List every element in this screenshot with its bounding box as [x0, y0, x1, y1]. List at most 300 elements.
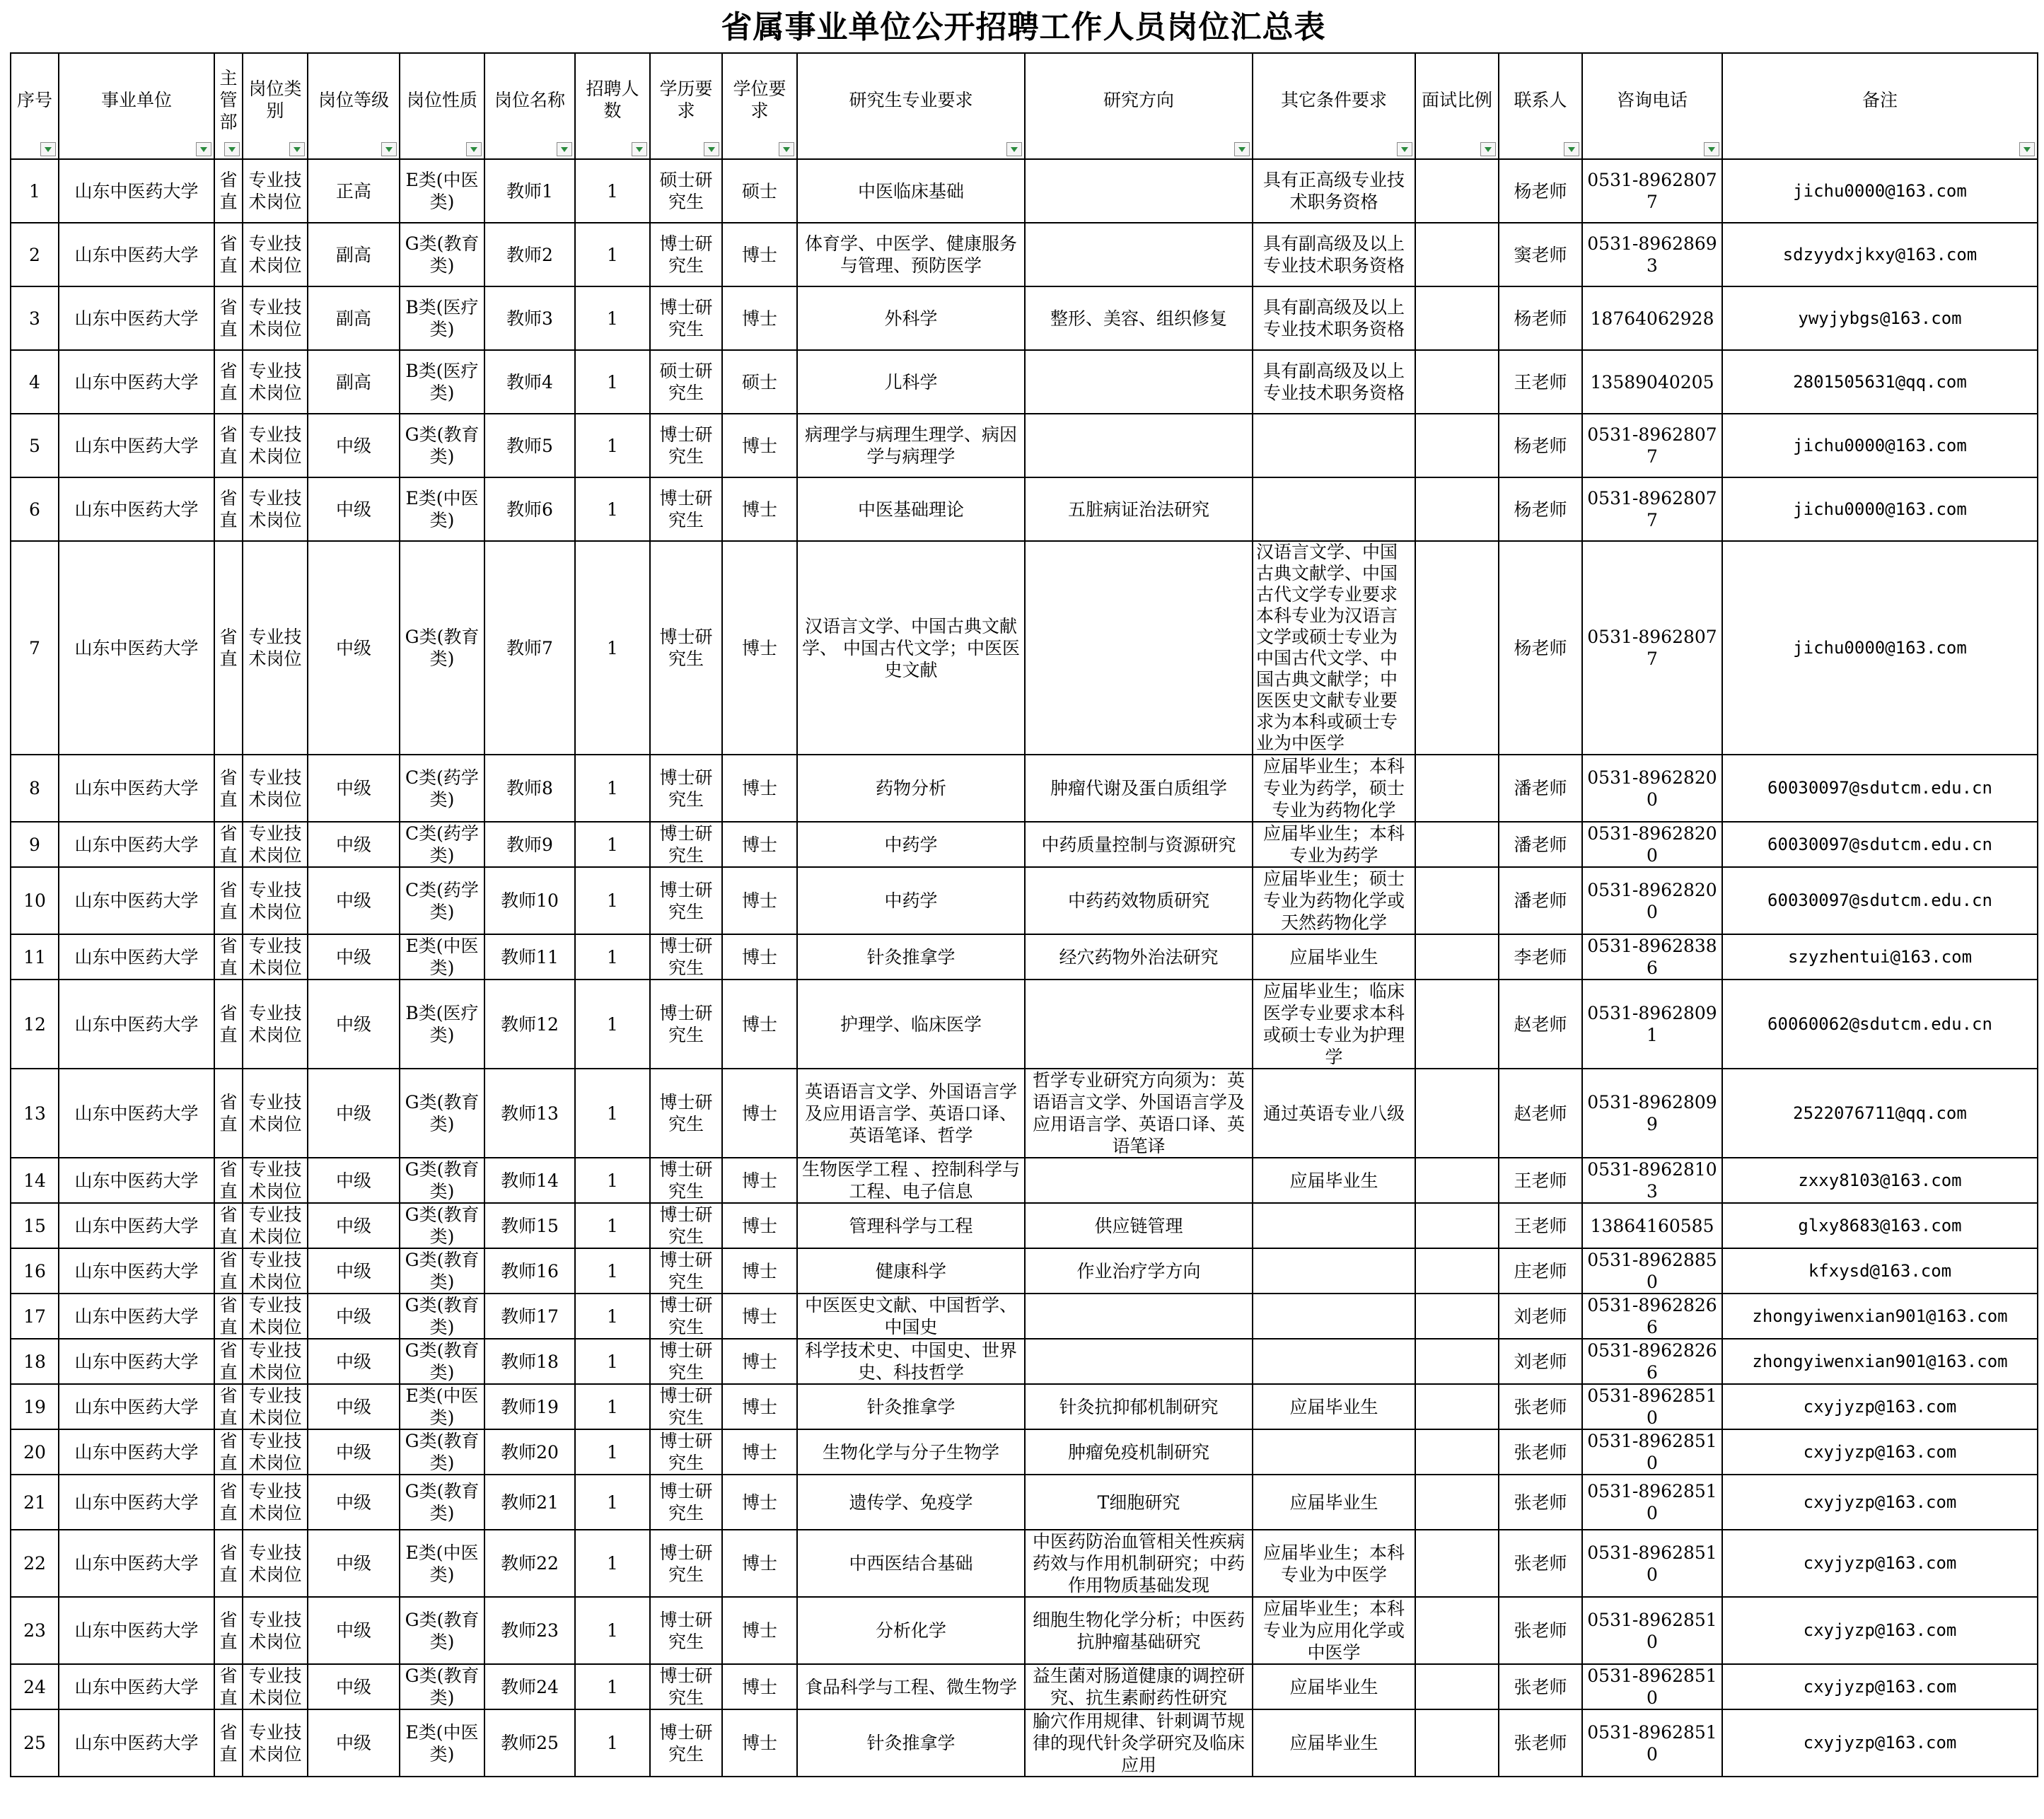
col-nature-cell[interactable]: E类(中医类): [400, 159, 484, 223]
col-dept-cell[interactable]: 省直: [214, 1664, 243, 1709]
col-category-cell[interactable]: 专业技术岗位: [243, 1709, 308, 1777]
col-category-cell[interactable]: 专业技术岗位: [243, 1384, 308, 1429]
col-other-cell[interactable]: 通过英语专业八级: [1253, 1069, 1415, 1158]
col-nature-cell[interactable]: G类(教育类): [400, 1069, 484, 1158]
col-ratio-cell[interactable]: [1415, 1248, 1499, 1294]
col-dept-cell[interactable]: 省直: [214, 223, 243, 286]
col-direction-cell[interactable]: 针灸抗抑郁机制研究: [1025, 1384, 1253, 1429]
col-no-cell[interactable]: 15: [11, 1203, 59, 1248]
col-note-cell[interactable]: cxyjyzp@163.com: [1722, 1709, 2038, 1777]
col-degree-cell[interactable]: 博士: [722, 822, 797, 867]
col-phone-cell[interactable]: 0531-89628200: [1582, 755, 1722, 822]
col-dept-cell[interactable]: 省直: [214, 1530, 243, 1597]
col-education-cell[interactable]: 博士研究生: [650, 822, 722, 867]
col-phone-cell[interactable]: 0531-89628266: [1582, 1339, 1722, 1384]
col-category-cell[interactable]: 专业技术岗位: [243, 541, 308, 755]
col-no-cell[interactable]: 19: [11, 1384, 59, 1429]
col-degree-cell[interactable]: 博士: [722, 1475, 797, 1530]
col-category-cell[interactable]: 专业技术岗位: [243, 223, 308, 286]
col-unit-cell[interactable]: 山东中医药大学: [59, 159, 214, 223]
col-degree-cell[interactable]: 博士: [722, 1530, 797, 1597]
col-dept-cell[interactable]: 省直: [214, 1475, 243, 1530]
col-unit-cell[interactable]: 山东中医药大学: [59, 223, 214, 286]
col-contact-cell[interactable]: 王老师: [1499, 1203, 1582, 1248]
col-direction-cell[interactable]: 腧穴作用规律、针刺调节规律的现代针灸学研究及临床应用: [1025, 1709, 1253, 1777]
col-other-cell[interactable]: [1253, 1339, 1415, 1384]
col-count-cell[interactable]: 1: [575, 755, 650, 822]
col-ratio-cell[interactable]: [1415, 934, 1499, 980]
col-level-cell[interactable]: 中级: [308, 934, 400, 980]
col-note-cell[interactable]: cxyjyzp@163.com: [1722, 1429, 2038, 1475]
col-phone-cell[interactable]: 0531-89628510: [1582, 1530, 1722, 1597]
col-degree-cell[interactable]: 博士: [722, 1664, 797, 1709]
col-other-cell[interactable]: [1253, 1294, 1415, 1339]
col-unit-cell[interactable]: 山东中医药大学: [59, 755, 214, 822]
col-category-cell[interactable]: 专业技术岗位: [243, 755, 308, 822]
col-nature-cell[interactable]: E类(中医类): [400, 934, 484, 980]
filter-dropdown-icon[interactable]: [704, 142, 719, 156]
col-degree-cell[interactable]: 博士: [722, 414, 797, 477]
col-no-cell[interactable]: 11: [11, 934, 59, 980]
col-direction-cell[interactable]: 细胞生物化学分析；中医药抗肿瘤基础研究: [1025, 1597, 1253, 1664]
col-education-cell[interactable]: 博士研究生: [650, 286, 722, 350]
col-phone-cell[interactable]: 18764062928: [1582, 286, 1722, 350]
col-nature-cell[interactable]: G类(教育类): [400, 1597, 484, 1664]
col-category-cell[interactable]: 专业技术岗位: [243, 1475, 308, 1530]
col-unit-cell[interactable]: 山东中医药大学: [59, 1709, 214, 1777]
col-major-cell[interactable]: 健康科学: [797, 1248, 1025, 1294]
col-unit-cell[interactable]: 山东中医药大学: [59, 1294, 214, 1339]
col-degree-cell[interactable]: 博士: [722, 1069, 797, 1158]
col-ratio-cell[interactable]: [1415, 1475, 1499, 1530]
col-direction-cell[interactable]: 中药质量控制与资源研究: [1025, 822, 1253, 867]
col-level-cell[interactable]: 副高: [308, 286, 400, 350]
col-education-cell[interactable]: 博士研究生: [650, 867, 722, 934]
col-education-cell[interactable]: 硕士研究生: [650, 159, 722, 223]
col-contact-cell[interactable]: 张老师: [1499, 1429, 1582, 1475]
col-unit-cell[interactable]: 山东中医药大学: [59, 934, 214, 980]
col-ratio-cell[interactable]: [1415, 1069, 1499, 1158]
col-note-cell[interactable]: jichu0000@163.com: [1722, 477, 2038, 541]
col-contact-cell[interactable]: 刘老师: [1499, 1339, 1582, 1384]
col-dept-cell[interactable]: 省直: [214, 414, 243, 477]
col-count-cell[interactable]: 1: [575, 1339, 650, 1384]
col-note-cell[interactable]: 60060062@sdutcm.edu.cn: [1722, 980, 2038, 1069]
col-nature-cell[interactable]: C类(药学类): [400, 867, 484, 934]
col-direction-cell[interactable]: 中医药防治血管相关性疾病药效与作用机制研究；中药作用物质基础发现: [1025, 1530, 1253, 1597]
col-contact-cell[interactable]: 杨老师: [1499, 541, 1582, 755]
col-major-cell[interactable]: 针灸推拿学: [797, 1709, 1025, 1777]
col-level-cell[interactable]: 中级: [308, 1384, 400, 1429]
filter-dropdown-icon[interactable]: [1704, 142, 1719, 156]
filter-dropdown-icon[interactable]: [1397, 142, 1412, 156]
col-count-cell[interactable]: 1: [575, 1294, 650, 1339]
col-unit-cell[interactable]: 山东中医药大学: [59, 1248, 214, 1294]
col-dept-cell[interactable]: 省直: [214, 867, 243, 934]
col-category-cell[interactable]: 专业技术岗位: [243, 867, 308, 934]
col-phone-cell[interactable]: 0531-89628077: [1582, 541, 1722, 755]
col-no-cell[interactable]: 20: [11, 1429, 59, 1475]
col-education-cell[interactable]: 博士研究生: [650, 1248, 722, 1294]
col-other-cell[interactable]: [1253, 1203, 1415, 1248]
col-major-cell[interactable]: 管理科学与工程: [797, 1203, 1025, 1248]
col-phone-cell[interactable]: 0531-89628510: [1582, 1429, 1722, 1475]
col-degree-cell[interactable]: 博士: [722, 1158, 797, 1203]
col-nature-cell[interactable]: B类(医疗类): [400, 980, 484, 1069]
filter-dropdown-icon[interactable]: [381, 142, 397, 156]
col-level-cell[interactable]: 中级: [308, 1597, 400, 1664]
col-post-cell[interactable]: 教师19: [484, 1384, 575, 1429]
col-direction-cell[interactable]: 益生菌对肠道健康的调控研究、抗生素耐药性研究: [1025, 1664, 1253, 1709]
col-degree-cell[interactable]: 博士: [722, 1429, 797, 1475]
col-post-cell[interactable]: 教师3: [484, 286, 575, 350]
col-degree-cell[interactable]: 博士: [722, 541, 797, 755]
col-dept-cell[interactable]: 省直: [214, 286, 243, 350]
col-note-cell[interactable]: jichu0000@163.com: [1722, 414, 2038, 477]
col-count-cell[interactable]: 1: [575, 1475, 650, 1530]
col-post-cell[interactable]: 教师8: [484, 755, 575, 822]
col-post-cell[interactable]: 教师4: [484, 350, 575, 414]
col-major-cell[interactable]: 科学技术史、中国史、世界史、科技哲学: [797, 1339, 1025, 1384]
col-category-cell[interactable]: 专业技术岗位: [243, 822, 308, 867]
col-direction-cell[interactable]: [1025, 1339, 1253, 1384]
col-post-cell[interactable]: 教师15: [484, 1203, 575, 1248]
col-dept-cell[interactable]: 省直: [214, 159, 243, 223]
col-ratio-cell[interactable]: [1415, 822, 1499, 867]
col-level-cell[interactable]: 中级: [308, 1475, 400, 1530]
col-category-cell[interactable]: 专业技术岗位: [243, 350, 308, 414]
col-no-cell[interactable]: 22: [11, 1530, 59, 1597]
col-note-cell[interactable]: sdzyydxjkxy@163.com: [1722, 223, 2038, 286]
col-phone-cell[interactable]: 0531-89628103: [1582, 1158, 1722, 1203]
col-category-cell[interactable]: 专业技术岗位: [243, 1158, 308, 1203]
col-category-cell[interactable]: 专业技术岗位: [243, 1530, 308, 1597]
col-dept-cell[interactable]: 省直: [214, 755, 243, 822]
col-ratio-cell[interactable]: [1415, 159, 1499, 223]
col-category-cell[interactable]: 专业技术岗位: [243, 934, 308, 980]
col-category-cell[interactable]: 专业技术岗位: [243, 1203, 308, 1248]
col-post-cell[interactable]: 教师6: [484, 477, 575, 541]
col-contact-cell[interactable]: 张老师: [1499, 1530, 1582, 1597]
col-other-cell[interactable]: 具有副高级及以上专业技术职务资格: [1253, 223, 1415, 286]
col-degree-cell[interactable]: 博士: [722, 1203, 797, 1248]
col-count-cell[interactable]: 1: [575, 867, 650, 934]
col-level-cell[interactable]: 中级: [308, 1158, 400, 1203]
col-no-cell[interactable]: 17: [11, 1294, 59, 1339]
col-count-cell[interactable]: 1: [575, 1429, 650, 1475]
col-category-cell[interactable]: 专业技术岗位: [243, 1339, 308, 1384]
col-major-cell[interactable]: 针灸推拿学: [797, 1384, 1025, 1429]
col-category-cell[interactable]: 专业技术岗位: [243, 477, 308, 541]
col-note-cell[interactable]: jichu0000@163.com: [1722, 159, 2038, 223]
col-phone-cell[interactable]: 0531-89628510: [1582, 1709, 1722, 1777]
col-count-cell[interactable]: 1: [575, 1597, 650, 1664]
col-note-cell[interactable]: glxy8683@163.com: [1722, 1203, 2038, 1248]
col-major-cell[interactable]: 病理学与病理生理学、病因学与病理学: [797, 414, 1025, 477]
filter-dropdown-icon[interactable]: [1234, 142, 1250, 156]
col-category-cell[interactable]: 专业技术岗位: [243, 414, 308, 477]
col-note-cell[interactable]: 2522076711@qq.com: [1722, 1069, 2038, 1158]
col-count-cell[interactable]: 1: [575, 822, 650, 867]
col-ratio-cell[interactable]: [1415, 1429, 1499, 1475]
col-no-cell[interactable]: 6: [11, 477, 59, 541]
col-ratio-cell[interactable]: [1415, 1384, 1499, 1429]
col-contact-cell[interactable]: 杨老师: [1499, 159, 1582, 223]
col-count-cell[interactable]: 1: [575, 1384, 650, 1429]
col-direction-cell[interactable]: 经穴药物外治法研究: [1025, 934, 1253, 980]
col-phone-cell[interactable]: 0531-89628693: [1582, 223, 1722, 286]
col-contact-cell[interactable]: 赵老师: [1499, 980, 1582, 1069]
col-count-cell[interactable]: 1: [575, 1664, 650, 1709]
col-note-cell[interactable]: cxyjyzp@163.com: [1722, 1384, 2038, 1429]
col-note-cell[interactable]: cxyjyzp@163.com: [1722, 1597, 2038, 1664]
col-dept-cell[interactable]: 省直: [214, 1203, 243, 1248]
col-dept-cell[interactable]: 省直: [214, 1597, 243, 1664]
col-note-cell[interactable]: kfxysd@163.com: [1722, 1248, 2038, 1294]
col-education-cell[interactable]: 博士研究生: [650, 1203, 722, 1248]
col-degree-cell[interactable]: 博士: [722, 1384, 797, 1429]
col-other-cell[interactable]: 应届毕业生: [1253, 1475, 1415, 1530]
col-unit-cell[interactable]: 山东中医药大学: [59, 286, 214, 350]
col-post-cell[interactable]: 教师24: [484, 1664, 575, 1709]
col-dept-cell[interactable]: 省直: [214, 1709, 243, 1777]
col-degree-cell[interactable]: 博士: [722, 477, 797, 541]
col-degree-cell[interactable]: 博士: [722, 867, 797, 934]
col-level-cell[interactable]: 中级: [308, 1664, 400, 1709]
col-contact-cell[interactable]: 李老师: [1499, 934, 1582, 980]
filter-dropdown-icon[interactable]: [1006, 142, 1022, 156]
col-post-cell[interactable]: 教师12: [484, 980, 575, 1069]
col-level-cell[interactable]: 中级: [308, 755, 400, 822]
col-no-cell[interactable]: 12: [11, 980, 59, 1069]
col-major-cell[interactable]: 中西医结合基础: [797, 1530, 1025, 1597]
col-education-cell[interactable]: 博士研究生: [650, 1339, 722, 1384]
col-dept-cell[interactable]: 省直: [214, 1384, 243, 1429]
filter-dropdown-icon[interactable]: [1564, 142, 1579, 156]
col-nature-cell[interactable]: E类(中医类): [400, 1530, 484, 1597]
col-phone-cell[interactable]: 0531-89628077: [1582, 477, 1722, 541]
col-degree-cell[interactable]: 博士: [722, 1248, 797, 1294]
col-education-cell[interactable]: 博士研究生: [650, 477, 722, 541]
col-nature-cell[interactable]: B类(医疗类): [400, 286, 484, 350]
col-major-cell[interactable]: 护理学、临床医学: [797, 980, 1025, 1069]
col-unit-cell[interactable]: 山东中医药大学: [59, 1384, 214, 1429]
col-degree-cell[interactable]: 博士: [722, 1597, 797, 1664]
col-unit-cell[interactable]: 山东中医药大学: [59, 1339, 214, 1384]
col-post-cell[interactable]: 教师25: [484, 1709, 575, 1777]
col-category-cell[interactable]: 专业技术岗位: [243, 1597, 308, 1664]
col-unit-cell[interactable]: 山东中医药大学: [59, 867, 214, 934]
col-ratio-cell[interactable]: [1415, 541, 1499, 755]
col-unit-cell[interactable]: 山东中医药大学: [59, 1069, 214, 1158]
col-ratio-cell[interactable]: [1415, 477, 1499, 541]
col-direction-cell[interactable]: 哲学专业研究方向须为：英语语言文学、外国语言学及应用语言学、英语口译、英语笔译: [1025, 1069, 1253, 1158]
col-unit-cell[interactable]: 山东中医药大学: [59, 477, 214, 541]
col-note-cell[interactable]: cxyjyzp@163.com: [1722, 1530, 2038, 1597]
col-contact-cell[interactable]: 庄老师: [1499, 1248, 1582, 1294]
col-note-cell[interactable]: zxxy8103@163.com: [1722, 1158, 2038, 1203]
col-education-cell[interactable]: 博士研究生: [650, 1069, 722, 1158]
col-level-cell[interactable]: 副高: [308, 223, 400, 286]
col-degree-cell[interactable]: 博士: [722, 286, 797, 350]
col-note-cell[interactable]: cxyjyzp@163.com: [1722, 1664, 2038, 1709]
col-ratio-cell[interactable]: [1415, 867, 1499, 934]
col-no-cell[interactable]: 25: [11, 1709, 59, 1777]
col-phone-cell[interactable]: 0531-89628091: [1582, 980, 1722, 1069]
col-unit-cell[interactable]: 山东中医药大学: [59, 822, 214, 867]
col-post-cell[interactable]: 教师9: [484, 822, 575, 867]
col-phone-cell[interactable]: 0531-89628510: [1582, 1664, 1722, 1709]
col-no-cell[interactable]: 8: [11, 755, 59, 822]
col-nature-cell[interactable]: G类(教育类): [400, 223, 484, 286]
col-post-cell[interactable]: 教师10: [484, 867, 575, 934]
col-count-cell[interactable]: 1: [575, 980, 650, 1069]
col-nature-cell[interactable]: G类(教育类): [400, 541, 484, 755]
col-direction-cell[interactable]: [1025, 980, 1253, 1069]
col-level-cell[interactable]: 中级: [308, 1294, 400, 1339]
col-direction-cell[interactable]: [1025, 541, 1253, 755]
col-contact-cell[interactable]: 张老师: [1499, 1384, 1582, 1429]
col-post-cell[interactable]: 教师16: [484, 1248, 575, 1294]
col-post-cell[interactable]: 教师20: [484, 1429, 575, 1475]
col-note-cell[interactable]: 2801505631@qq.com: [1722, 350, 2038, 414]
col-contact-cell[interactable]: 窦老师: [1499, 223, 1582, 286]
col-no-cell[interactable]: 21: [11, 1475, 59, 1530]
col-direction-cell[interactable]: 肿瘤代谢及蛋白质组学: [1025, 755, 1253, 822]
col-count-cell[interactable]: 1: [575, 1158, 650, 1203]
filter-dropdown-icon[interactable]: [196, 142, 211, 156]
col-count-cell[interactable]: 1: [575, 159, 650, 223]
col-phone-cell[interactable]: 0531-89628850: [1582, 1248, 1722, 1294]
col-dept-cell[interactable]: 省直: [214, 1429, 243, 1475]
col-education-cell[interactable]: 博士研究生: [650, 755, 722, 822]
col-unit-cell[interactable]: 山东中医药大学: [59, 350, 214, 414]
col-level-cell[interactable]: 正高: [308, 159, 400, 223]
col-count-cell[interactable]: 1: [575, 223, 650, 286]
col-major-cell[interactable]: 汉语言文学、中国古典文献学、 中国古代文学；中医医史文献: [797, 541, 1025, 755]
col-level-cell[interactable]: 中级: [308, 1429, 400, 1475]
col-other-cell[interactable]: 应届毕业生；本科专业为药学: [1253, 822, 1415, 867]
col-major-cell[interactable]: 食品科学与工程、微生物学: [797, 1664, 1025, 1709]
col-dept-cell[interactable]: 省直: [214, 1248, 243, 1294]
col-education-cell[interactable]: 博士研究生: [650, 934, 722, 980]
col-level-cell[interactable]: 中级: [308, 1203, 400, 1248]
col-contact-cell[interactable]: 张老师: [1499, 1475, 1582, 1530]
col-ratio-cell[interactable]: [1415, 1158, 1499, 1203]
col-degree-cell[interactable]: 博士: [722, 223, 797, 286]
col-contact-cell[interactable]: 杨老师: [1499, 286, 1582, 350]
col-level-cell[interactable]: 中级: [308, 1530, 400, 1597]
col-major-cell[interactable]: 中药学: [797, 822, 1025, 867]
col-nature-cell[interactable]: G类(教育类): [400, 1294, 484, 1339]
col-level-cell[interactable]: 中级: [308, 1339, 400, 1384]
col-degree-cell[interactable]: 硕士: [722, 350, 797, 414]
col-contact-cell[interactable]: 王老师: [1499, 1158, 1582, 1203]
col-contact-cell[interactable]: 杨老师: [1499, 477, 1582, 541]
filter-dropdown-icon[interactable]: [1480, 142, 1496, 156]
col-dept-cell[interactable]: 省直: [214, 477, 243, 541]
col-other-cell[interactable]: [1253, 477, 1415, 541]
col-level-cell[interactable]: 副高: [308, 350, 400, 414]
filter-dropdown-icon[interactable]: [224, 142, 240, 156]
col-unit-cell[interactable]: 山东中医药大学: [59, 1475, 214, 1530]
col-no-cell[interactable]: 18: [11, 1339, 59, 1384]
col-other-cell[interactable]: 具有副高级及以上专业技术职务资格: [1253, 350, 1415, 414]
col-contact-cell[interactable]: 王老师: [1499, 350, 1582, 414]
col-contact-cell[interactable]: 张老师: [1499, 1597, 1582, 1664]
col-dept-cell[interactable]: 省直: [214, 350, 243, 414]
col-phone-cell[interactable]: 0531-89628077: [1582, 414, 1722, 477]
col-other-cell[interactable]: 应届毕业生: [1253, 1158, 1415, 1203]
col-count-cell[interactable]: 1: [575, 1248, 650, 1294]
col-post-cell[interactable]: 教师18: [484, 1339, 575, 1384]
col-ratio-cell[interactable]: [1415, 755, 1499, 822]
col-direction-cell[interactable]: [1025, 414, 1253, 477]
col-unit-cell[interactable]: 山东中医药大学: [59, 1158, 214, 1203]
col-ratio-cell[interactable]: [1415, 223, 1499, 286]
col-direction-cell[interactable]: [1025, 159, 1253, 223]
col-level-cell[interactable]: 中级: [308, 980, 400, 1069]
col-post-cell[interactable]: 教师13: [484, 1069, 575, 1158]
col-ratio-cell[interactable]: [1415, 1530, 1499, 1597]
col-other-cell[interactable]: [1253, 1248, 1415, 1294]
col-phone-cell[interactable]: 0531-89628200: [1582, 867, 1722, 934]
col-ratio-cell[interactable]: [1415, 350, 1499, 414]
col-ratio-cell[interactable]: [1415, 1709, 1499, 1777]
col-major-cell[interactable]: 生物化学与分子生物学: [797, 1429, 1025, 1475]
col-count-cell[interactable]: 1: [575, 541, 650, 755]
col-contact-cell[interactable]: 刘老师: [1499, 1294, 1582, 1339]
col-degree-cell[interactable]: 博士: [722, 980, 797, 1069]
col-no-cell[interactable]: 1: [11, 159, 59, 223]
col-unit-cell[interactable]: 山东中医药大学: [59, 1597, 214, 1664]
col-direction-cell[interactable]: 作业治疗学方向: [1025, 1248, 1253, 1294]
col-nature-cell[interactable]: G类(教育类): [400, 1158, 484, 1203]
col-dept-cell[interactable]: 省直: [214, 541, 243, 755]
col-phone-cell[interactable]: 0531-89628510: [1582, 1475, 1722, 1530]
col-post-cell[interactable]: 教师21: [484, 1475, 575, 1530]
col-dept-cell[interactable]: 省直: [214, 1158, 243, 1203]
col-level-cell[interactable]: 中级: [308, 541, 400, 755]
col-major-cell[interactable]: 分析化学: [797, 1597, 1025, 1664]
col-note-cell[interactable]: szyzhentui@163.com: [1722, 934, 2038, 980]
col-count-cell[interactable]: 1: [575, 286, 650, 350]
col-nature-cell[interactable]: E类(中医类): [400, 1709, 484, 1777]
filter-dropdown-icon[interactable]: [779, 142, 794, 156]
col-other-cell[interactable]: 应届毕业生: [1253, 1384, 1415, 1429]
col-post-cell[interactable]: 教师7: [484, 541, 575, 755]
col-education-cell[interactable]: 博士研究生: [650, 1530, 722, 1597]
col-education-cell[interactable]: 博士研究生: [650, 1664, 722, 1709]
col-category-cell[interactable]: 专业技术岗位: [243, 159, 308, 223]
col-no-cell[interactable]: 13: [11, 1069, 59, 1158]
col-major-cell[interactable]: 外科学: [797, 286, 1025, 350]
col-count-cell[interactable]: 1: [575, 934, 650, 980]
col-nature-cell[interactable]: C类(药学类): [400, 755, 484, 822]
col-education-cell[interactable]: 博士研究生: [650, 1709, 722, 1777]
col-post-cell[interactable]: 教师17: [484, 1294, 575, 1339]
col-note-cell[interactable]: ywyjybgs@163.com: [1722, 286, 2038, 350]
col-dept-cell[interactable]: 省直: [214, 822, 243, 867]
filter-dropdown-icon[interactable]: [2019, 142, 2035, 156]
col-no-cell[interactable]: 23: [11, 1597, 59, 1664]
col-contact-cell[interactable]: 张老师: [1499, 1664, 1582, 1709]
col-post-cell[interactable]: 教师2: [484, 223, 575, 286]
col-level-cell[interactable]: 中级: [308, 414, 400, 477]
col-degree-cell[interactable]: 博士: [722, 1339, 797, 1384]
col-other-cell[interactable]: 具有正高级专业技术职务资格: [1253, 159, 1415, 223]
col-education-cell[interactable]: 硕士研究生: [650, 350, 722, 414]
